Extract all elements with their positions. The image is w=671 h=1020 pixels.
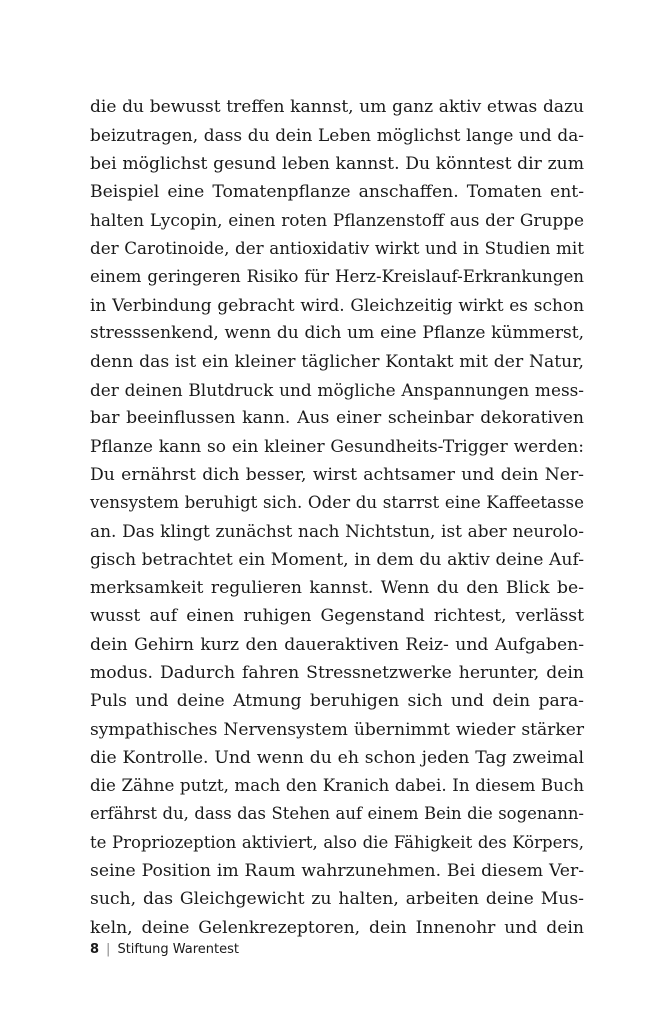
text-line: dein Gehirn kurz den daueraktiven Reiz- und Aufgaben- (90, 634, 584, 655)
text-line: such, das Gleichgewicht zu halten, arbeiten deine Mus- (90, 889, 584, 910)
text-line: die Kontrolle. Und wenn du eh schon jeden Tag zweimal (90, 747, 584, 768)
text-line: denn das ist ein kleiner täglicher Kontakt mit der Natur, (90, 351, 584, 372)
text-line: die du bewusst treffen kannst, um ganz aktiv etwas dazu (90, 97, 584, 117)
footer-separator: | (106, 942, 111, 957)
text-line: Du ernährst dich besser, wirst achtsamer und dein Ner- (90, 464, 584, 485)
text-line: seine Position im Raum wahrzunehmen. Bei diesem Ver- (90, 861, 584, 882)
text-line: beizutragen, dass du dein Leben möglichst lange und da- (90, 125, 584, 146)
text-line: einem geringeren Risiko für Herz-Kreislauf-Erkrankungen (90, 266, 584, 286)
text-line: Puls und deine Atmung beruhigen sich und dein para- (90, 691, 584, 712)
page-footer (90, 942, 239, 957)
publisher-name: Stiftung Warentest (117, 942, 239, 957)
text-line: sympathisches Nervensystem übernimmt wieder stärker (90, 719, 584, 740)
text-line: halten Lycopin, einen roten Pflanzenstoff aus der Gruppe (90, 210, 584, 231)
text-line: die Zähne putzt, mach den Kranich dabei. In diesem Buch (90, 776, 584, 796)
text-line: Beispiel eine Tomatenpflanze anschaffen. Tomaten ent- (90, 181, 584, 202)
text-line: merksamkeit regulieren kannst. Wenn du den Blick be- (90, 578, 584, 599)
body-text (90, 93, 584, 942)
text-line: keln, deine Gelenkrezeptoren, dein Innenohr und dein (90, 917, 584, 938)
text-line: der deinen Blutdruck und mögliche Anspannungen mess- (90, 379, 584, 400)
text-line: gisch betrachtet ein Moment, in dem du aktiv deine Auf- (90, 549, 584, 570)
text-line: bar beeinflussen kann. Aus einer scheinbar dekorativen (90, 408, 584, 429)
text-line: an. Das klingt zunächst nach Nichtstun, ist aber neurolo- (90, 521, 584, 542)
text-line: bei möglichst gesund leben kannst. Du könntest dir zum (90, 153, 584, 174)
text-line: Pflanze kann so ein kleiner Gesundheits-Trigger werden: (90, 436, 584, 457)
text-line: in Verbindung gebracht wird. Gleichzeitig wirkt es schon (90, 295, 584, 316)
page-number: 8 (90, 942, 100, 957)
text-line: stresssenkend, wenn du dich um eine Pflanze kümmerst, (90, 323, 584, 344)
text-line: modus. Dadurch fahren Stressnetzwerke herunter, dein (90, 662, 584, 683)
text-line: te Propriozeption aktiviert, also die Fähigkeit des Körpers, (90, 832, 584, 852)
text-line: wusst auf einen ruhigen Gegenstand richtest, verlässt (90, 606, 584, 627)
text-line: der Carotinoide, der antioxidativ wirkt und in Studien mit (90, 238, 584, 259)
text-line: vensystem beruhigt sich. Oder du starrst eine Kaffeetasse (90, 493, 584, 513)
text-line: erfährst du, dass das Stehen auf einem Bein die sogenann- (90, 804, 584, 824)
